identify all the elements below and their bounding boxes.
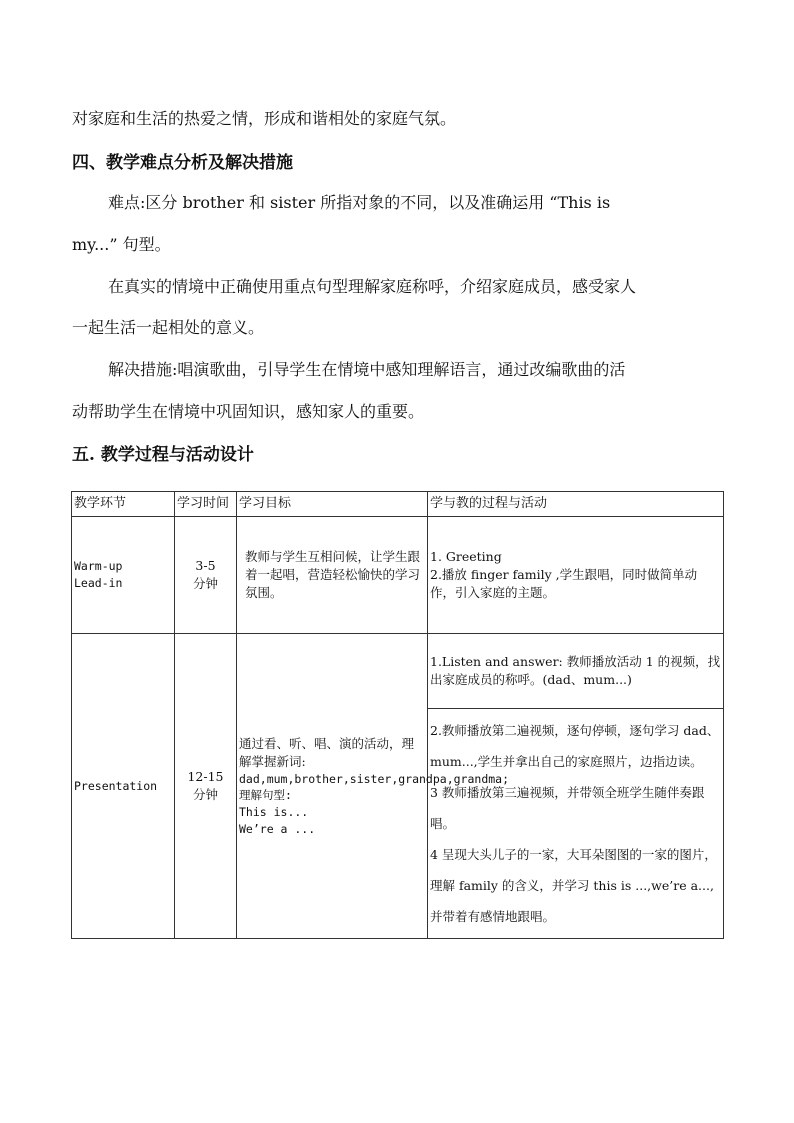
stage-cell xyxy=(72,517,175,634)
context-line-2: 一起生活一起相处的意义。 xyxy=(72,318,265,337)
time-unit: 分钟 xyxy=(192,576,218,591)
time-unit: 分钟 xyxy=(192,787,218,802)
difficulty-line-2: my...” 句型。 xyxy=(72,235,171,254)
solution-line-2: 动帮助学生在情境中巩固知识，感知家人的重要。 xyxy=(72,402,425,421)
stage-cell: Presentation xyxy=(72,634,175,939)
activity-family-pictures: 4 呈现大头儿子的一家，大耳朵图图的一家的图片，理解 family 的含义，并学习 this is ...,we’re a...,并带着有感情地跟唱。 xyxy=(430,847,717,924)
stage-leadin: Lead-in xyxy=(74,576,123,590)
time-cell xyxy=(175,517,237,634)
goal-vocabulary: dad,mum,brother,sister,grandpa,grandma;理解句型: xyxy=(239,771,510,803)
context-line-1: 在真实的情境中正确使用重点句型理解家庭称呼，介绍家庭成员，感受家人 xyxy=(108,277,637,296)
goal-pattern-2: We’re a ... xyxy=(239,821,316,836)
goal-pattern-1: This is... xyxy=(239,805,309,820)
activity-subrow-2 xyxy=(428,709,723,938)
section-heading-4: 四、教学难点分析及解决措施 xyxy=(72,153,293,173)
activity-second-video: 2.教师播放第二遍视频，逐句停顿，逐句学习 dad、mum...,学生并拿出自己的家庭照片，边指边读。 xyxy=(430,723,720,769)
time-range: 3-5 xyxy=(195,557,216,573)
section-heading-5: 五. 教学过程与活动设计 xyxy=(72,445,254,465)
table-row xyxy=(72,634,724,939)
goal-intro: 通过看、听、唱、演的活动，理解掌握新词: xyxy=(239,735,415,769)
teaching-process-table xyxy=(71,491,724,939)
table-row xyxy=(72,517,724,634)
header-stage: 教学环节 xyxy=(72,492,175,517)
table-header-row xyxy=(72,492,724,517)
activity-subrow-1 xyxy=(428,634,723,709)
time-range: 12-15 xyxy=(187,768,224,784)
activity-finger-family: 2.播放 finger family ,学生跟唱，同时做简单动作，引入家庭的主题。 xyxy=(430,566,698,601)
activity-greeting: 1. Greeting xyxy=(430,548,502,564)
time-cell xyxy=(175,634,237,939)
difficulty-line-1: 难点:区分 brother 和 sister 所指对象的不同，以及准确运用 “This is xyxy=(108,193,611,212)
header-time: 学习时间 xyxy=(175,492,237,517)
goal-cell: 教师与学生互相问候，让学生跟着一起唱，营造轻松愉快的学习氛围。 xyxy=(237,517,428,634)
header-activity: 学与教的过程与活动 xyxy=(428,492,724,517)
paragraph-continuation: 对家庭和生活的热爱之情，形成和谐相处的家庭气氛。 xyxy=(72,109,457,128)
stage-warmup: Warm-up xyxy=(74,559,123,574)
activity-third-video: 3 教师播放第三遍视频，并带领全班学生随伴奏跟唱。 xyxy=(430,785,705,831)
activity-cell xyxy=(428,634,724,939)
activity-cell xyxy=(428,517,724,634)
solution-line-1: 解决措施:唱演歌曲，引导学生在情境中感知理解语言，通过改编歌曲的活 xyxy=(108,360,626,379)
header-goal: 学习目标 xyxy=(237,492,428,517)
goal-cell xyxy=(237,634,510,939)
activity-listen: 1.Listen and answer: 教师播放活动 1 的视频，找出家庭成员的称呼。(dad、mum...) xyxy=(430,653,721,687)
